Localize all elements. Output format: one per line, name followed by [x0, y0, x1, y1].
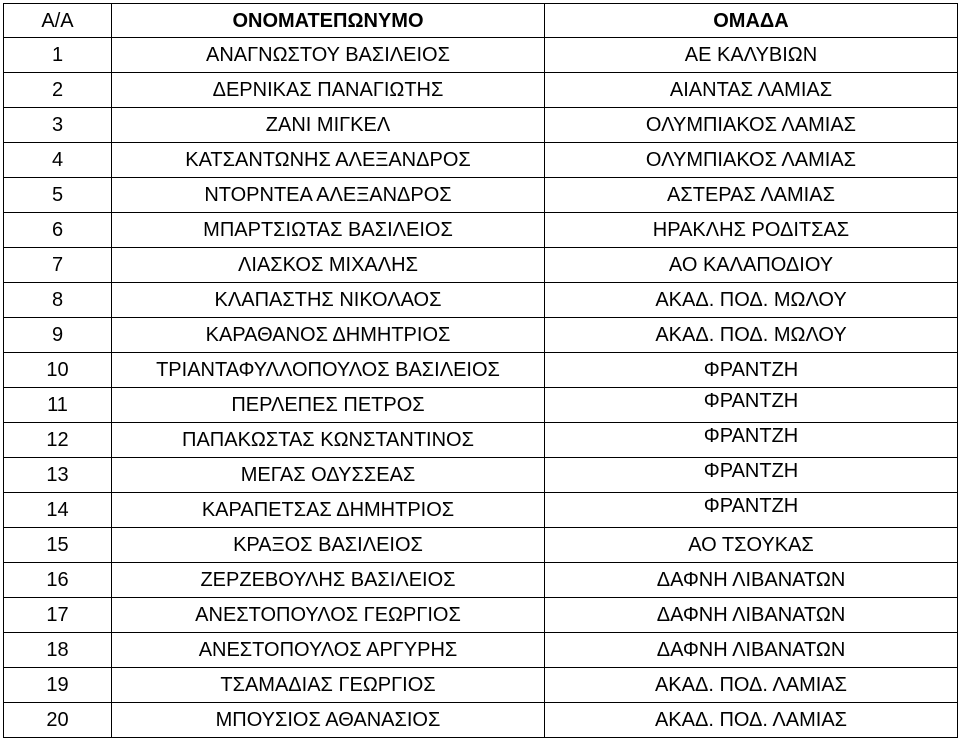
- table-row: [4, 108, 958, 143]
- row-index: 5: [4, 178, 112, 213]
- table-row: [4, 458, 958, 493]
- row-team: ΦΡΑΝΤΖΗ: [545, 388, 958, 423]
- row-index: 20: [4, 703, 112, 738]
- row-team: ΦΡΑΝΤΖΗ: [545, 458, 958, 493]
- row-name: ΖΕΡΖΕΒΟΥΛΗΣ ΒΑΣΙΛΕΙΟΣ: [112, 563, 545, 598]
- row-name: ΑΝΑΓΝΩΣΤΟΥ ΒΑΣΙΛΕΙΟΣ: [112, 38, 545, 73]
- row-name: ΠΑΠΑΚΩΣΤΑΣ ΚΩΝΣΤΑΝΤΙΝΟΣ: [112, 423, 545, 458]
- row-index: 12: [4, 423, 112, 458]
- table-row: [4, 143, 958, 178]
- row-index: 1: [4, 38, 112, 73]
- table-row: [4, 598, 958, 633]
- row-name: ΤΡΙΑΝΤΑΦΥΛΛΟΠΟΥΛΟΣ ΒΑΣΙΛΕΙΟΣ: [112, 353, 545, 388]
- table-row: [4, 73, 958, 108]
- row-index: 3: [4, 108, 112, 143]
- table-row: [4, 38, 958, 73]
- table-row: [4, 528, 958, 563]
- row-team: ΑΟ ΤΣΟΥΚΑΣ: [545, 528, 958, 563]
- row-name: ΝΤΟΡΝΤΕΑ ΑΛΕΞΑΝΔΡΟΣ: [112, 178, 545, 213]
- row-index: 15: [4, 528, 112, 563]
- row-team: ΦΡΑΝΤΖΗ: [545, 423, 958, 458]
- row-index: 8: [4, 283, 112, 318]
- row-name: ΜΕΓΑΣ ΟΔΥΣΣΕΑΣ: [112, 458, 545, 493]
- header-index: Α/Α: [4, 4, 112, 38]
- row-name: ΚΑΡΑΠΕΤΣΑΣ ΔΗΜΗΤΡΙΟΣ: [112, 493, 545, 528]
- row-name: ΚΑΡΑΘΑΝΟΣ ΔΗΜΗΤΡΙΟΣ: [112, 318, 545, 353]
- table-row: [4, 493, 958, 528]
- row-team: ΗΡΑΚΛΗΣ ΡΟΔΙΤΣΑΣ: [545, 213, 958, 248]
- row-index: 17: [4, 598, 112, 633]
- row-team: ΦΡΑΝΤΖΗ: [545, 353, 958, 388]
- row-index: 4: [4, 143, 112, 178]
- table-row: [4, 563, 958, 598]
- table-row: [4, 353, 958, 388]
- row-name: ΤΣΑΜΑΔΙΑΣ ΓΕΩΡΓΙΟΣ: [112, 668, 545, 703]
- row-team: ΑΚΑΔ. ΠΟΔ. ΛΑΜΙΑΣ: [545, 703, 958, 738]
- row-index: 18: [4, 633, 112, 668]
- row-team: ΑΟ ΚΑΛΑΠΟΔΙΟΥ: [545, 248, 958, 283]
- row-team: ΟΛΥΜΠΙΑΚΟΣ ΛΑΜΙΑΣ: [545, 108, 958, 143]
- row-name: ΠΕΡΛΕΠΕΣ ΠΕΤΡΟΣ: [112, 388, 545, 423]
- row-name: ΑΝΕΣΤΟΠΟΥΛΟΣ ΓΕΩΡΓΙΟΣ: [112, 598, 545, 633]
- row-index: 9: [4, 318, 112, 353]
- row-name: ΚΑΤΣΑΝΤΩΝΗΣ ΑΛΕΞΑΝΔΡΟΣ: [112, 143, 545, 178]
- row-index: 19: [4, 668, 112, 703]
- row-name: ΜΠΟΥΣΙΟΣ ΑΘΑΝΑΣΙΟΣ: [112, 703, 545, 738]
- row-name: ΜΠΑΡΤΣΙΩΤΑΣ ΒΑΣΙΛΕΙΟΣ: [112, 213, 545, 248]
- row-name: ΖΑΝΙ ΜΙΓΚΕΛ: [112, 108, 545, 143]
- table-row: [4, 423, 958, 458]
- header-team: ΟΜΑΔΑ: [545, 4, 958, 38]
- row-index: 7: [4, 248, 112, 283]
- table-row: [4, 388, 958, 423]
- table-row: [4, 668, 958, 703]
- row-name: ΔΕΡΝΙΚΑΣ ΠΑΝΑΓΙΩΤΗΣ: [112, 73, 545, 108]
- row-index: 2: [4, 73, 112, 108]
- row-team: ΑΙΑΝΤΑΣ ΛΑΜΙΑΣ: [545, 73, 958, 108]
- row-index: 13: [4, 458, 112, 493]
- table-row: [4, 633, 958, 668]
- row-team: ΑΚΑΔ. ΠΟΔ. ΛΑΜΙΑΣ: [545, 668, 958, 703]
- row-name: ΚΛΑΠΑΣΤΗΣ ΝΙΚΟΛΑΟΣ: [112, 283, 545, 318]
- row-team: ΑΚΑΔ. ΠΟΔ. ΜΩΛΟΥ: [545, 318, 958, 353]
- row-index: 10: [4, 353, 112, 388]
- row-team: ΔΑΦΝΗ ΛΙΒΑΝΑΤΩΝ: [545, 598, 958, 633]
- row-index: 14: [4, 493, 112, 528]
- table-row: [4, 178, 958, 213]
- table-row: [4, 703, 958, 738]
- header-name: ΟΝΟΜΑΤΕΠΩΝΥΜΟ: [112, 4, 545, 38]
- roster-sheet: [3, 3, 958, 738]
- row-index: 6: [4, 213, 112, 248]
- row-team: ΑΕ ΚΑΛΥΒΙΩΝ: [545, 38, 958, 73]
- roster-table: [3, 3, 958, 738]
- row-team: ΟΛΥΜΠΙΑΚΟΣ ΛΑΜΙΑΣ: [545, 143, 958, 178]
- row-name: ΛΙΑΣΚΟΣ ΜΙΧΑΛΗΣ: [112, 248, 545, 283]
- row-team: ΦΡΑΝΤΖΗ: [545, 493, 958, 528]
- row-name: ΑΝΕΣΤΟΠΟΥΛΟΣ ΑΡΓΥΡΗΣ: [112, 633, 545, 668]
- table-row: [4, 283, 958, 318]
- roster-body: [4, 38, 958, 738]
- row-team: ΔΑΦΝΗ ΛΙΒΑΝΑΤΩΝ: [545, 563, 958, 598]
- row-team: ΑΚΑΔ. ΠΟΔ. ΜΩΛΟΥ: [545, 283, 958, 318]
- table-row: [4, 318, 958, 353]
- row-index: 16: [4, 563, 112, 598]
- table-row: [4, 248, 958, 283]
- header-row: [4, 4, 958, 38]
- row-team: ΔΑΦΝΗ ΛΙΒΑΝΑΤΩΝ: [545, 633, 958, 668]
- row-team: ΑΣΤΕΡΑΣ ΛΑΜΙΑΣ: [545, 178, 958, 213]
- row-index: 11: [4, 388, 112, 423]
- row-name: ΚΡΑΞΟΣ ΒΑΣΙΛΕΙΟΣ: [112, 528, 545, 563]
- table-row: [4, 213, 958, 248]
